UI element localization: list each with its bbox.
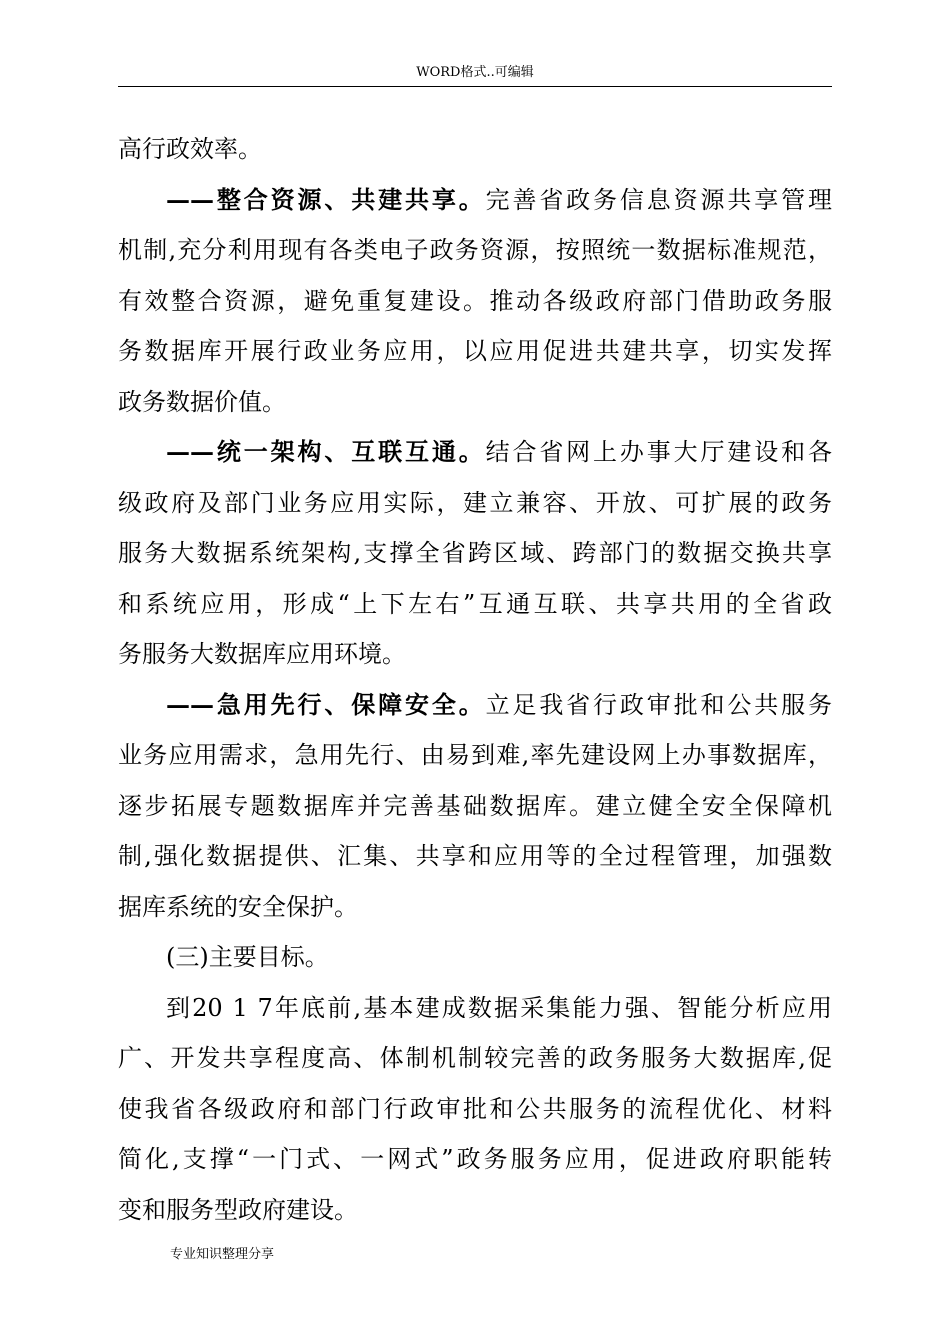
text-line: 级政府及部门业务应用实际，建立兼容、开放、可扩展的政务 [118, 488, 832, 517]
text-line: 高行政效率。 [118, 135, 262, 163]
principle-text: 完善省政务信息资源共享管理 [485, 185, 832, 214]
principle-text: 立足我省行政审批和公共服务 [485, 690, 832, 719]
principle-line [118, 177, 832, 228]
text-line: 和系统应用，形成“上下左右”互通互联、共享共用的全省政 [118, 589, 832, 618]
text-line: 政务数据价值。 [118, 387, 286, 416]
text-line: 到20 1 7年底前,基本建成数据采集能力强、智能分析应用 [166, 993, 832, 1022]
text-line: 使我省各级政府和部门行政审批和公共服务的流程优化、材料 [118, 1094, 832, 1123]
text-line: 据库系统的安全保护。 [118, 892, 358, 921]
page-footer: 专业知识整理分享 [170, 1247, 275, 1262]
text-line: 制,强化数据提供、汇集、共享和应用等的全过程管理，加强数 [118, 842, 832, 870]
principle-heading: ——统一架构、互联互通。 [166, 437, 486, 466]
principle-line [118, 682, 832, 733]
text-line: 机制,充分利用现有各类电子政务资源，按照统一数据标准规范， [118, 236, 832, 264]
text-line: 务数据库开展行政业务应用，以应用促进共建共享，切实发挥 [118, 337, 832, 365]
document-body [118, 126, 832, 1237]
text-line: 广、开发共享程度高、体制机制较完善的政务服务大数据库,促 [118, 1044, 832, 1072]
text-line: 服务大数据系统架构,支撑全省跨区域、跨部门的数据交换共享 [118, 539, 832, 567]
text-line: 简化,支撑“一门式、一网式”政务服务应用，促进政府职能转 [118, 1145, 832, 1173]
principle-heading: ——整合资源、共建共享。 [166, 184, 486, 214]
section-heading: (三)主要目标。 [166, 943, 329, 971]
text-line: 务服务大数据库应用环境。 [118, 640, 406, 668]
text-line: 变和服务型政府建设。 [118, 1195, 358, 1224]
principle-text: 结合省网上办事大厅建设和各 [485, 438, 832, 466]
text-line: 有效整合资源，避免重复建设。推动各级政府部门借助政务服 [118, 286, 832, 315]
text-line: 业务应用需求，急用先行、由易到难,率先建设网上办事数据库， [118, 741, 832, 769]
principle-heading: ——急用先行、保障安全。 [166, 689, 486, 719]
text-line: 逐步拓展专题数据库并完善基础数据库。建立健全安全保障机 [118, 791, 832, 820]
principle-line [118, 429, 832, 480]
page-header: WORD格式..可编辑 [118, 64, 832, 87]
